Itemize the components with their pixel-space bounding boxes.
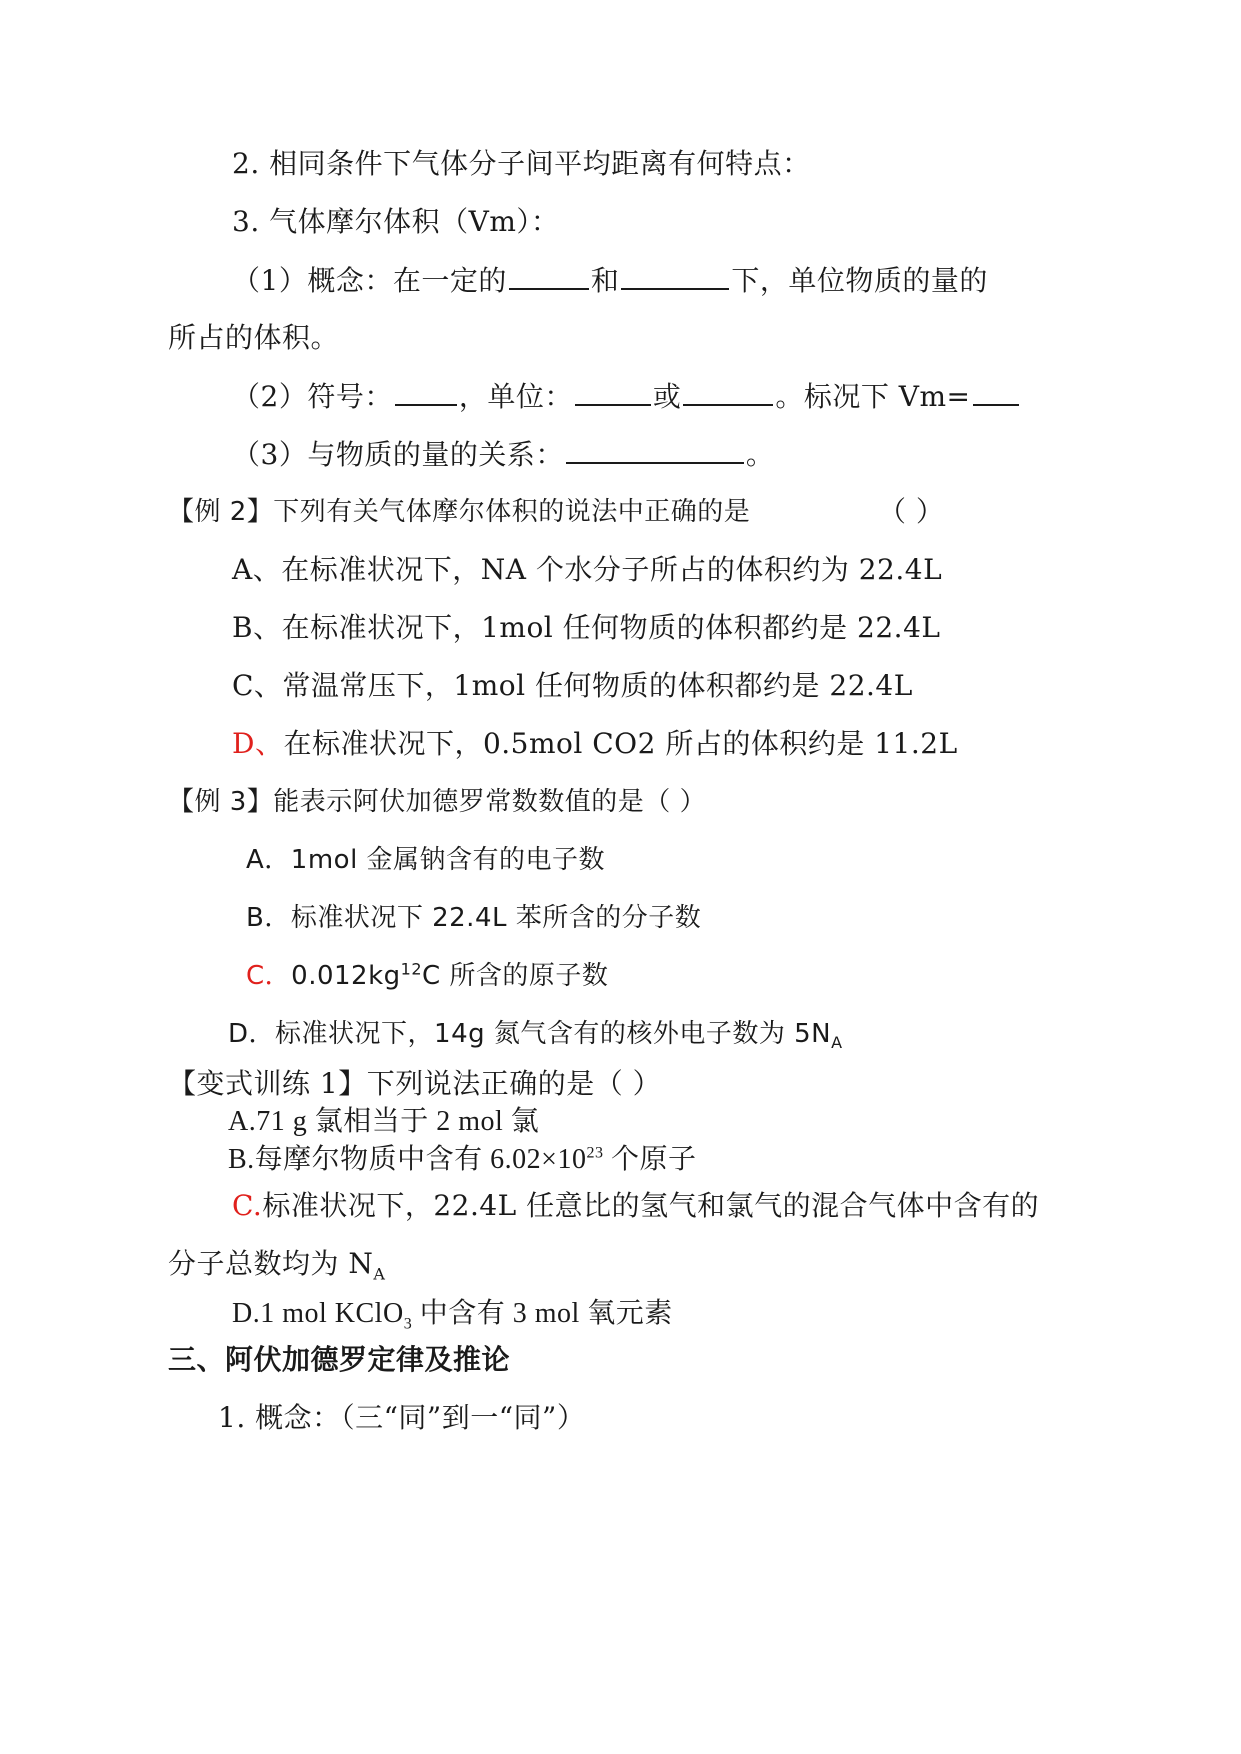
blank-5 bbox=[683, 378, 773, 406]
blank-1 bbox=[509, 262, 589, 290]
relation-text-a: （3）与物质的量的关系： bbox=[232, 438, 564, 471]
variant-1-option-c-continuation bbox=[168, 1246, 385, 1282]
section-3-concept: 1. 概念：（三“同”到一“同”） bbox=[218, 1401, 586, 1434]
symbol-text-d: 。标况下 Vm= bbox=[775, 380, 971, 413]
example-3-option-a: A．1mol 金属钠含有的电子数 bbox=[246, 845, 606, 875]
example-2-option-d-letter: D、 bbox=[232, 727, 284, 760]
example-3-option-c-text-b: C 所含的原子数 bbox=[422, 961, 609, 991]
example-3-option-d-sub: A bbox=[831, 1033, 843, 1053]
symbol-text-a: （2）符号： bbox=[232, 380, 393, 413]
concept-text-c: 下，单位物质的量的 bbox=[731, 264, 988, 297]
example-2-title: 【例 2】下列有关气体摩尔体积的说法中正确的是 bbox=[168, 497, 751, 527]
variant-1-title: 【变式训练 1】下列说法正确的是（ ） bbox=[168, 1067, 662, 1100]
variant-1-option-c-text: 标准状况下，22.4L 任意比的氢气和氯气的混合气体中含有的 bbox=[262, 1189, 1040, 1222]
variant-1-option-d-sub: 3 bbox=[403, 1315, 413, 1333]
variant-1-option-c-letter: C. bbox=[232, 1189, 263, 1222]
blank-7 bbox=[566, 436, 744, 464]
example-3-option-c-sup: 12 bbox=[400, 959, 423, 979]
example-3-option-c-text-a: 0.012kg bbox=[291, 961, 401, 991]
blank-6 bbox=[973, 378, 1019, 406]
example-3-option-c bbox=[246, 958, 608, 994]
example-2-option-d-text: 在标准状况下，0.5mol CO2 所占的体积约是 11.2L bbox=[283, 727, 958, 760]
example-3-option-b: B．标准状况下 22.4L 苯所含的分子数 bbox=[246, 903, 702, 933]
example-3-title: 【例 3】能表示阿伏加德罗常数数值的是（ ） bbox=[168, 787, 707, 817]
example-3-option-d-text: D．标准状况下，14g 氮气含有的核外电子数为 5N bbox=[228, 1019, 832, 1049]
concept-text-b: 和 bbox=[590, 264, 620, 297]
example-2-option-c: C、常温常压下，1mol 任何物质的体积都约是 22.4L bbox=[232, 669, 913, 702]
concept-text-a: （1）概念：在一定的 bbox=[232, 264, 507, 297]
symbol-text-c: 或 bbox=[652, 380, 682, 413]
symbol-text-b: ，单位： bbox=[458, 380, 573, 413]
blank-3 bbox=[395, 378, 457, 406]
example-2-option-b: B、在标准状况下，1mol 任何物质的体积都约是 22.4L bbox=[232, 611, 941, 644]
variant-1-option-d-text-a: D.1 mol KClO bbox=[232, 1298, 404, 1329]
variant-1-option-c-cont-text: 分子总数均为 N bbox=[168, 1247, 374, 1280]
concept-line bbox=[232, 262, 988, 299]
variant-1-option-b-text-b: 个原子 bbox=[603, 1144, 697, 1175]
example-3-option-c-letter: C． bbox=[246, 961, 292, 991]
example-2-option-a: A、在标准状况下，NA 个水分子所占的体积约为 22.4L bbox=[232, 553, 943, 586]
symbol-line bbox=[232, 378, 1021, 415]
question-3: 3. 气体摩尔体积（Vm）： bbox=[232, 205, 560, 238]
variant-1-option-b-text-a: B.每摩尔物质中含有 6.02×10 bbox=[228, 1144, 587, 1175]
variant-1-option-b bbox=[228, 1142, 696, 1178]
blank-2 bbox=[621, 262, 729, 290]
example-3-option-d bbox=[228, 1016, 843, 1052]
section-3-heading: 三、阿伏加德罗定律及推论 bbox=[168, 1343, 511, 1376]
relation-line bbox=[232, 436, 774, 473]
blank-4 bbox=[575, 378, 651, 406]
question-2: 2. 相同条件下气体分子间平均距离有何特点： bbox=[232, 147, 811, 180]
concept-continuation: 所占的体积。 bbox=[168, 321, 340, 354]
variant-1-option-c-cont-sub: A bbox=[373, 1264, 386, 1284]
variant-1-option-d bbox=[232, 1296, 673, 1332]
relation-text-b: 。 bbox=[745, 438, 775, 471]
example-2-answer-paren: （ ） bbox=[878, 495, 945, 528]
variant-1-option-a: A.71 g 氯相当于 2 mol 氯 bbox=[228, 1106, 540, 1137]
example-2-option-d bbox=[232, 726, 958, 762]
variant-1-option-b-sup: 23 bbox=[586, 1144, 604, 1162]
variant-1-option-d-text-b: 中含有 3 mol 氧元素 bbox=[412, 1298, 673, 1329]
variant-1-option-c bbox=[232, 1188, 1039, 1224]
